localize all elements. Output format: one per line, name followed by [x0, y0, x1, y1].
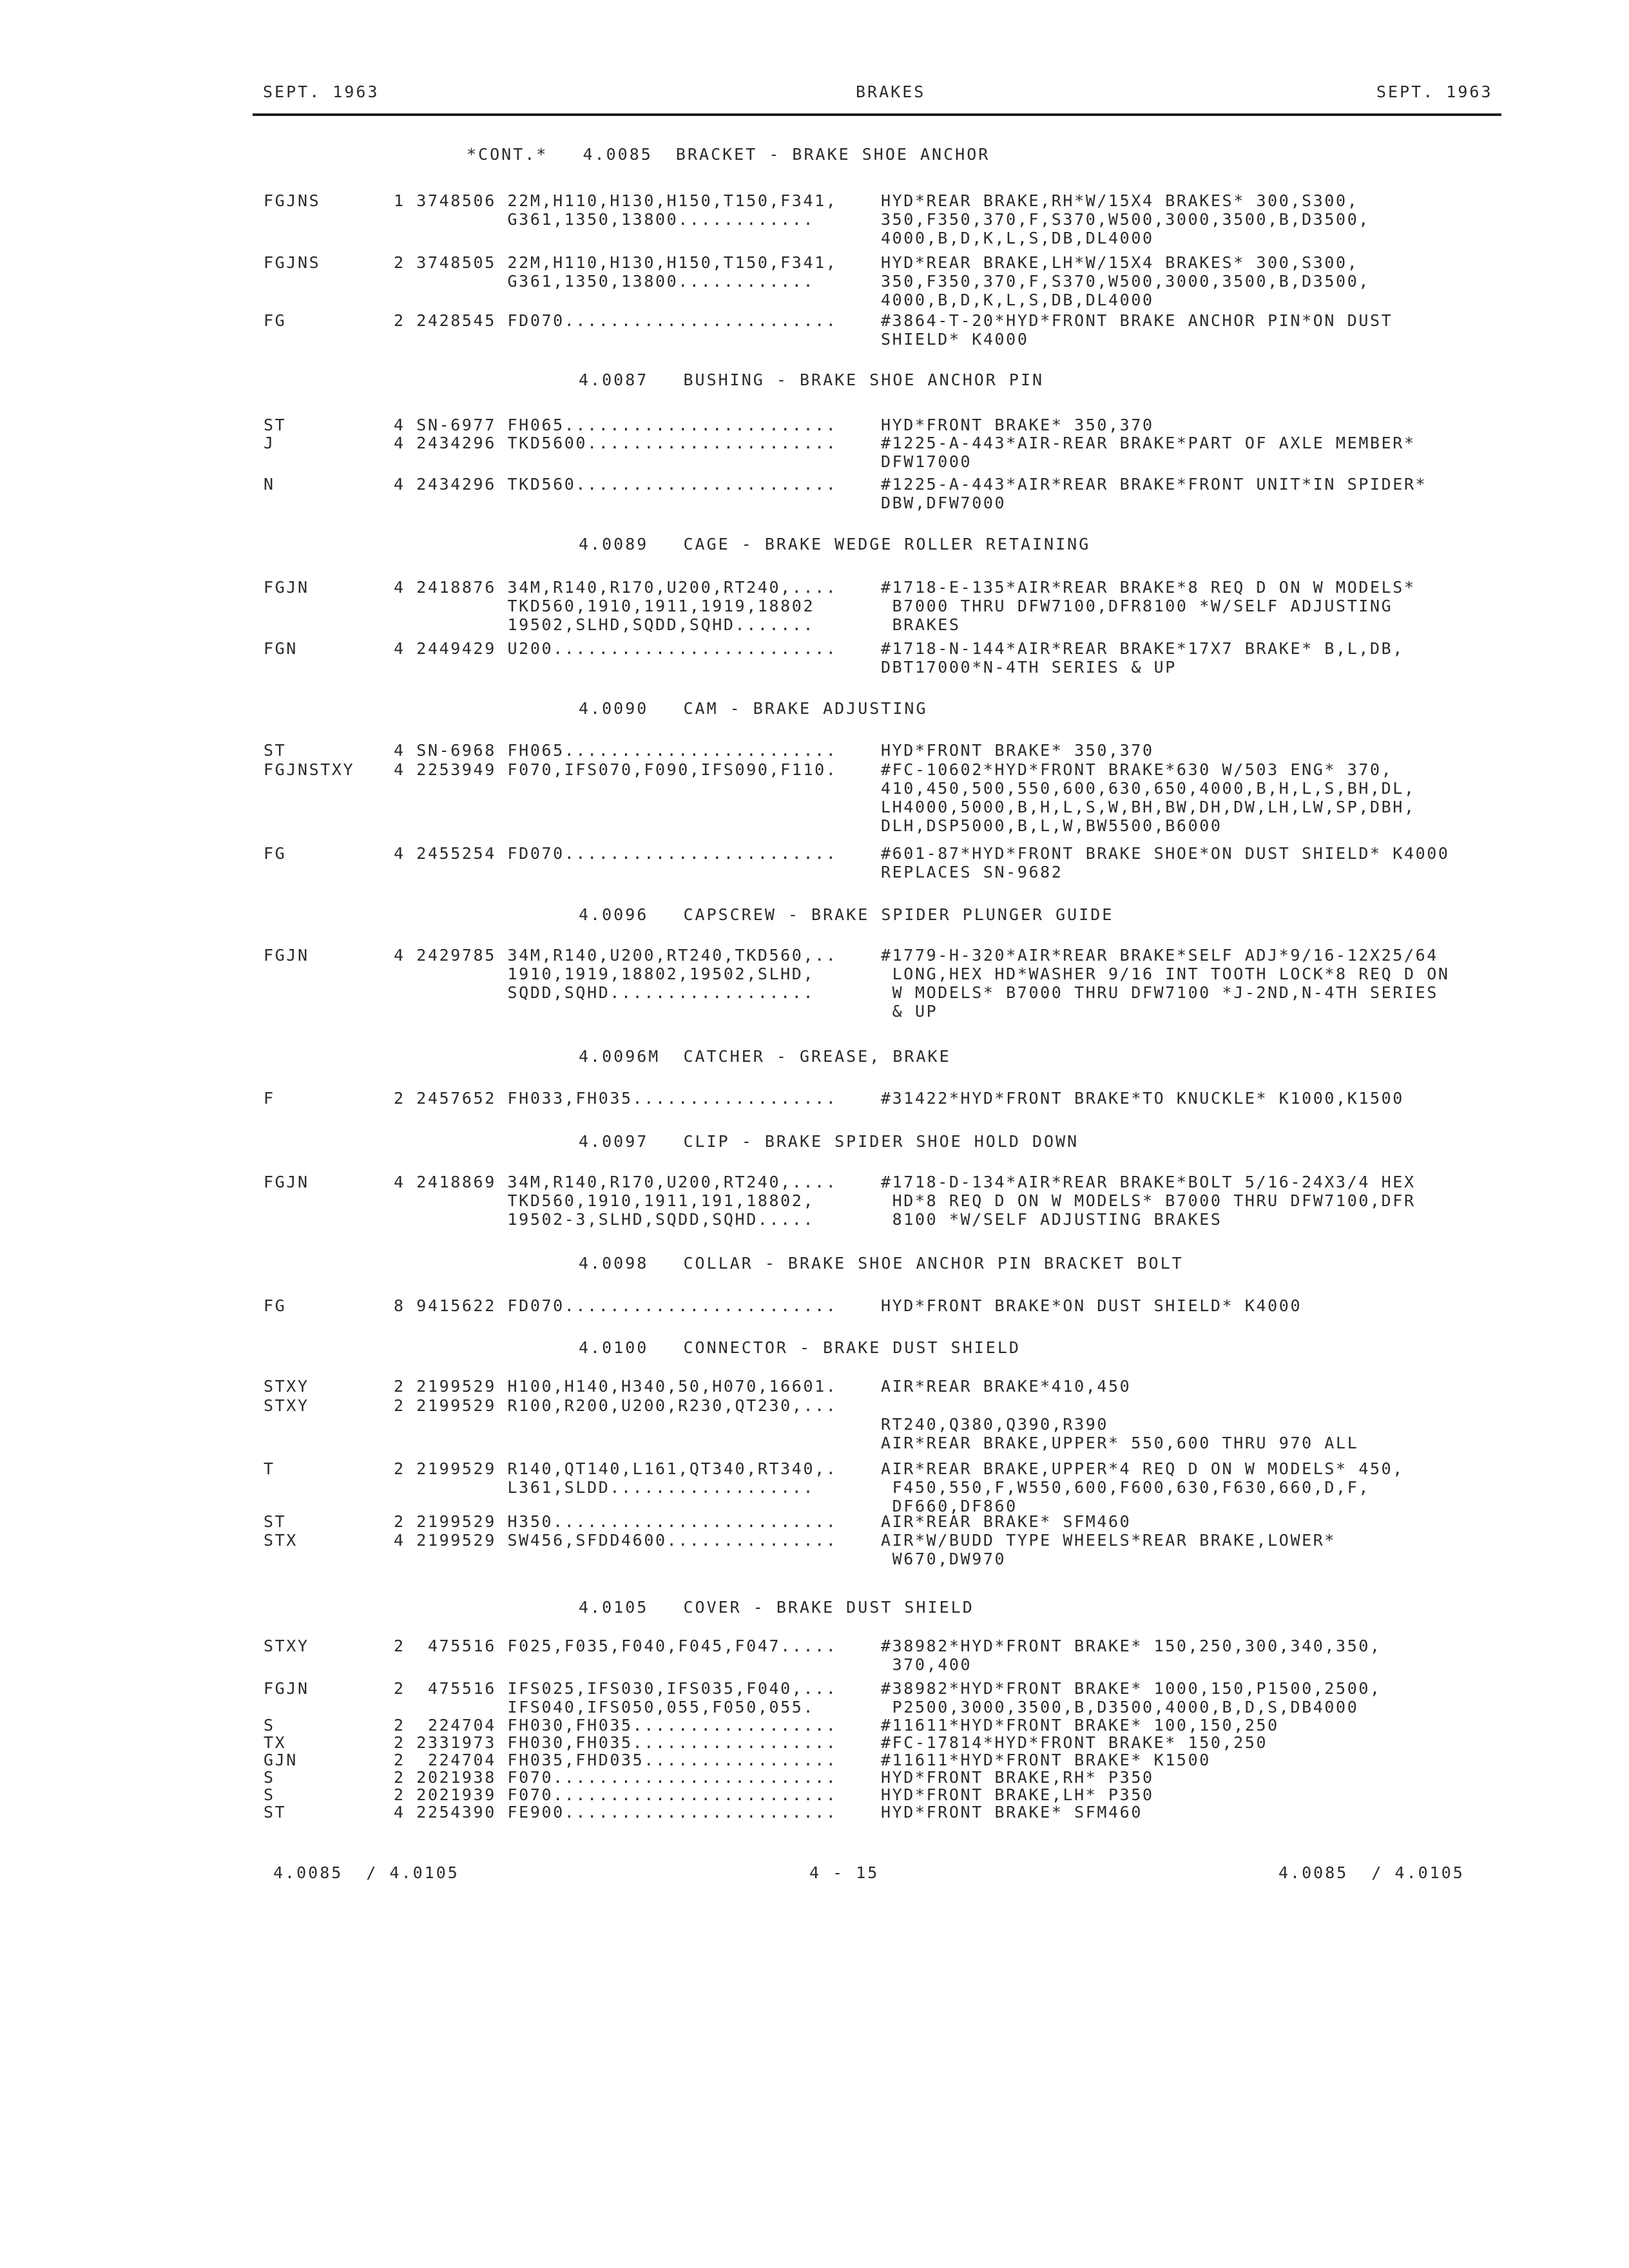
part-line: 2 3748505 22M,H110,H130,H150,T150,F341,: [394, 253, 838, 272]
model-code: FG: [264, 311, 287, 330]
model-code: N: [264, 475, 275, 494]
section-title: 4.0096M CATCHER - GREASE, BRAKE: [579, 1047, 951, 1066]
part-line-continued: IFS040,IFS050,055,F050,055.: [394, 1698, 815, 1716]
application-note: 350,F350,370,F,S370,W500,3000,3500,B,D3500,: [881, 272, 1371, 291]
application-note: #1718-N-144*AIR*REAR BRAKE*17X7 BRAKE* B,L,DB,: [881, 639, 1404, 658]
application-note: B7000 THRU DFW7100,DFR8100 *W/SELF ADJUSTING: [881, 597, 1393, 615]
footer-page-number: 4 - 15: [809, 1863, 880, 1882]
application-note: LONG,HEX HD*WASHER 9/16 INT TOOTH LOCK*8 REQ D ON: [881, 965, 1450, 983]
model-code: FG: [264, 1296, 287, 1315]
application-note: 4000,B,D,K,L,S,DB,DL4000: [881, 229, 1154, 247]
application-note: #FC-10602*HYD*FRONT BRAKE*630 W/503 ENG* 370,: [881, 760, 1393, 779]
model-code: F: [264, 1089, 275, 1108]
part-line: 2 2199529 R140,QT140,L161,QT340,RT340,.: [394, 1459, 838, 1478]
part-line-continued: SQDD,SQHD..................: [394, 983, 815, 1002]
model-code: ST: [264, 1512, 287, 1531]
model-code: S: [264, 1768, 275, 1787]
application-note: AIR*W/BUDD TYPE WHEELS*REAR BRAKE,LOWER*: [881, 1531, 1336, 1550]
part-line-continued: 19502,SLHD,SQDD,SQHD.......: [394, 615, 815, 634]
model-code: GJN: [264, 1751, 298, 1769]
model-code: STXY: [264, 1377, 309, 1396]
application-note: HYD*FRONT BRAKE* SFM460: [881, 1803, 1142, 1821]
section-title: *CONT.* 4.0085 BRACKET - BRAKE SHOE ANCHOR: [467, 145, 990, 164]
model-code: TX: [264, 1733, 287, 1752]
application-note: AIR*REAR BRAKE,UPPER*4 REQ D ON W MODELS* 450,: [881, 1459, 1404, 1478]
part-line: 4 2253949 F070,IFS070,F090,IFS090,F110.: [394, 760, 838, 779]
model-code: STX: [264, 1531, 298, 1550]
application-note: AIR*REAR BRAKE* SFM460: [881, 1512, 1132, 1531]
part-line-continued: TKD560,1910,1911,191,18802,: [394, 1191, 815, 1210]
part-line: 2 2331973 FH030,FH035..................: [394, 1733, 838, 1752]
model-code: ST: [264, 741, 287, 760]
part-line: 2 475516 IFS025,IFS030,IFS035,F040,...: [394, 1679, 838, 1698]
application-note: HYD*FRONT BRAKE* 350,370: [881, 416, 1154, 434]
part-line-continued: G361,1350,13800............: [394, 210, 815, 229]
model-code: FGN: [264, 639, 298, 658]
application-note: HYD*FRONT BRAKE*ON DUST SHIELD* K4000: [881, 1296, 1302, 1315]
model-code: J: [264, 434, 275, 452]
part-line: 2 2199529 R100,R200,U200,R230,QT230,...: [394, 1396, 838, 1415]
section-title: 4.0105 COVER - BRAKE DUST SHIELD: [579, 1598, 974, 1617]
application-note: W670,DW970: [881, 1550, 1007, 1568]
footer-right-range: 4.0085 / 4.0105: [1278, 1863, 1465, 1882]
application-note: DBT17000*N-4TH SERIES & UP: [881, 658, 1177, 677]
section-title: 4.0097 CLIP - BRAKE SPIDER SHOE HOLD DOWN: [579, 1132, 1079, 1151]
part-line-continued: 1910,1919,18802,19502,SLHD,: [394, 965, 815, 983]
application-note: HYD*FRONT BRAKE,RH* P350: [881, 1768, 1154, 1787]
application-note: #1779-H-320*AIR*REAR BRAKE*SELF ADJ*9/16-12X25/64: [881, 946, 1438, 965]
part-line: 2 2428545 FD070........................: [394, 311, 838, 330]
application-note: LH4000,5000,B,H,L,S,W,BH,BW,DH,DW,LH,LW,SP,DBH,: [881, 798, 1416, 816]
application-note: #3864-T-20*HYD*FRONT BRAKE ANCHOR PIN*ON DUST: [881, 311, 1393, 330]
header-title: BRAKES: [856, 82, 926, 101]
application-note: DLH,DSP5000,B,L,W,BW5500,B6000: [881, 816, 1222, 835]
application-note: RT240,Q380,Q390,R390: [881, 1415, 1109, 1434]
footer-left-range: 4.0085 / 4.0105: [273, 1863, 459, 1882]
part-line: 4 2418869 34M,R140,R170,U200,RT240,....: [394, 1173, 838, 1191]
part-line: 4 2254390 FE900........................: [394, 1803, 838, 1821]
part-line: 2 2199529 H100,H140,H340,50,H070,16601.: [394, 1377, 838, 1396]
part-line: 4 2418876 34M,R140,R170,U200,RT240,....: [394, 578, 838, 597]
application-note: & UP: [881, 1002, 938, 1021]
model-code: FGJNS: [264, 253, 321, 272]
application-note: SHIELD* K4000: [881, 330, 1029, 349]
application-note: P2500,3000,3500,B,D3500,4000,B,D,S,DB4000: [881, 1698, 1359, 1716]
model-code: T: [264, 1459, 275, 1478]
section-title: 4.0098 COLLAR - BRAKE SHOE ANCHOR PIN BRACKET BOLT: [579, 1254, 1184, 1273]
section-title: 4.0087 BUSHING - BRAKE SHOE ANCHOR PIN: [579, 370, 1045, 389]
part-line-continued: G361,1350,13800............: [394, 272, 815, 291]
part-line: 2 224704 FH035,FHD035.................: [394, 1751, 838, 1769]
model-code: FGJNS: [264, 191, 321, 210]
application-note: 350,F350,370,F,S370,W500,3000,3500,B,D3500,: [881, 210, 1371, 229]
application-note: DBW,DFW7000: [881, 494, 1007, 512]
section-title: 4.0090 CAM - BRAKE ADJUSTING: [579, 699, 928, 718]
application-note: #1718-E-135*AIR*REAR BRAKE*8 REQ D ON W MODELS*: [881, 578, 1416, 597]
model-code: FGJN: [264, 578, 309, 597]
application-note: #11611*HYD*FRONT BRAKE* 100,150,250: [881, 1716, 1279, 1735]
model-code: ST: [264, 416, 287, 434]
part-line: 4 SN-6977 FH065........................: [394, 416, 838, 434]
model-code: S: [264, 1716, 275, 1735]
part-line: 8 9415622 FD070........................: [394, 1296, 838, 1315]
section-title: 4.0096 CAPSCREW - BRAKE SPIDER PLUNGER GUIDE: [579, 905, 1114, 924]
model-code: ST: [264, 1803, 287, 1821]
part-line-continued: 19502-3,SLHD,SQDD,SQHD.....: [394, 1210, 815, 1229]
model-code: STXY: [264, 1396, 309, 1415]
part-line: 2 2021938 F070.........................: [394, 1768, 838, 1787]
part-line: 2 475516 F025,F035,F040,F045,F047.....: [394, 1637, 838, 1655]
application-note: HD*8 REQ D ON W MODELS* B7000 THRU DFW7100,DFR: [881, 1191, 1416, 1210]
application-note: AIR*REAR BRAKE*410,450: [881, 1377, 1132, 1396]
application-note: #1225-A-443*AIR-REAR BRAKE*PART OF AXLE MEMBER*: [881, 434, 1416, 452]
part-line: 4 2449429 U200.........................: [394, 639, 838, 658]
part-line: 1 3748506 22M,H110,H130,H150,T150,F341,: [394, 191, 838, 210]
application-note: DFW17000: [881, 452, 972, 471]
section-title: 4.0089 CAGE - BRAKE WEDGE ROLLER RETAINING: [579, 535, 1091, 553]
part-line: 4 2434296 TKD560.......................: [394, 475, 838, 494]
model-code: S: [264, 1785, 275, 1804]
application-note: #1718-D-134*AIR*REAR BRAKE*BOLT 5/16-24X3/4 HEX: [881, 1173, 1416, 1191]
model-code: STXY: [264, 1637, 309, 1655]
header-rule: [253, 113, 1501, 116]
application-note: BRAKES: [881, 615, 961, 634]
application-note: W MODELS* B7000 THRU DFW7100 *J-2ND,N-4TH SERIES: [881, 983, 1438, 1002]
application-note: HYD*REAR BRAKE,RH*W/15X4 BRAKES* 300,S300,: [881, 191, 1359, 210]
application-note: HYD*FRONT BRAKE* 350,370: [881, 741, 1154, 760]
part-line: 4 2434296 TKD5600......................: [394, 434, 838, 452]
model-code: FG: [264, 844, 287, 863]
part-line: 4 2455254 FD070........................: [394, 844, 838, 863]
part-line: 2 2199529 H350.........................: [394, 1512, 838, 1531]
application-note: AIR*REAR BRAKE,UPPER* 550,600 THRU 970 ALL: [881, 1434, 1359, 1452]
application-note: REPLACES SN-9682: [881, 863, 1063, 881]
application-note: #31422*HYD*FRONT BRAKE*TO KNUCKLE* K1000,K1500: [881, 1089, 1404, 1108]
model-code: FGJN: [264, 1679, 309, 1698]
application-note: #38982*HYD*FRONT BRAKE* 1000,150,P1500,2500,: [881, 1679, 1382, 1698]
part-line: 4 SN-6968 FH065........................: [394, 741, 838, 760]
model-code: FGJNSTXY: [264, 760, 355, 779]
part-line-continued: L361,SLDD..................: [394, 1478, 815, 1497]
model-code: FGJN: [264, 946, 309, 965]
application-note: HYD*REAR BRAKE,LH*W/15X4 BRAKES* 300,S300,: [881, 253, 1359, 272]
application-note: 410,450,500,550,600,630,650,4000,B,H,L,S,BH,DL,: [881, 779, 1416, 798]
application-note: F450,550,F,W550,600,F600,630,F630,660,D,F,: [881, 1478, 1371, 1497]
model-code: FGJN: [264, 1173, 309, 1191]
part-line: 4 2429785 34M,R140,U200,RT240,TKD560,..: [394, 946, 838, 965]
application-note: 8100 *W/SELF ADJUSTING BRAKES: [881, 1210, 1222, 1229]
header-left-date: SEPT. 1963: [263, 82, 380, 101]
part-line: 2 2021939 F070.........................: [394, 1785, 838, 1804]
application-note: 4000,B,D,K,L,S,DB,DL4000: [881, 291, 1154, 309]
header-right-date: SEPT. 1963: [1376, 82, 1493, 101]
application-note: #1225-A-443*AIR*REAR BRAKE*FRONT UNIT*IN SPIDER*: [881, 475, 1427, 494]
application-note: #38982*HYD*FRONT BRAKE* 150,250,300,340,350,: [881, 1637, 1382, 1655]
part-line-continued: TKD560,1910,1911,1919,18802: [394, 597, 815, 615]
part-line: 2 224704 FH030,FH035..................: [394, 1716, 838, 1735]
application-note: #FC-17814*HYD*FRONT BRAKE* 150,250: [881, 1733, 1268, 1752]
application-note: #11611*HYD*FRONT BRAKE* K1500: [881, 1751, 1211, 1769]
application-note: HYD*FRONT BRAKE,LH* P350: [881, 1785, 1154, 1804]
section-title: 4.0100 CONNECTOR - BRAKE DUST SHIELD: [579, 1338, 1021, 1357]
part-line: 2 2457652 FH033,FH035..................: [394, 1089, 838, 1108]
part-line: 4 2199529 SW456,SFDD4600...............: [394, 1531, 838, 1550]
application-note: 370,400: [881, 1655, 972, 1674]
application-note: #601-87*HYD*FRONT BRAKE SHOE*ON DUST SHIELD* K4000: [881, 844, 1450, 863]
application-note: DF660,DF860: [881, 1497, 1017, 1515]
